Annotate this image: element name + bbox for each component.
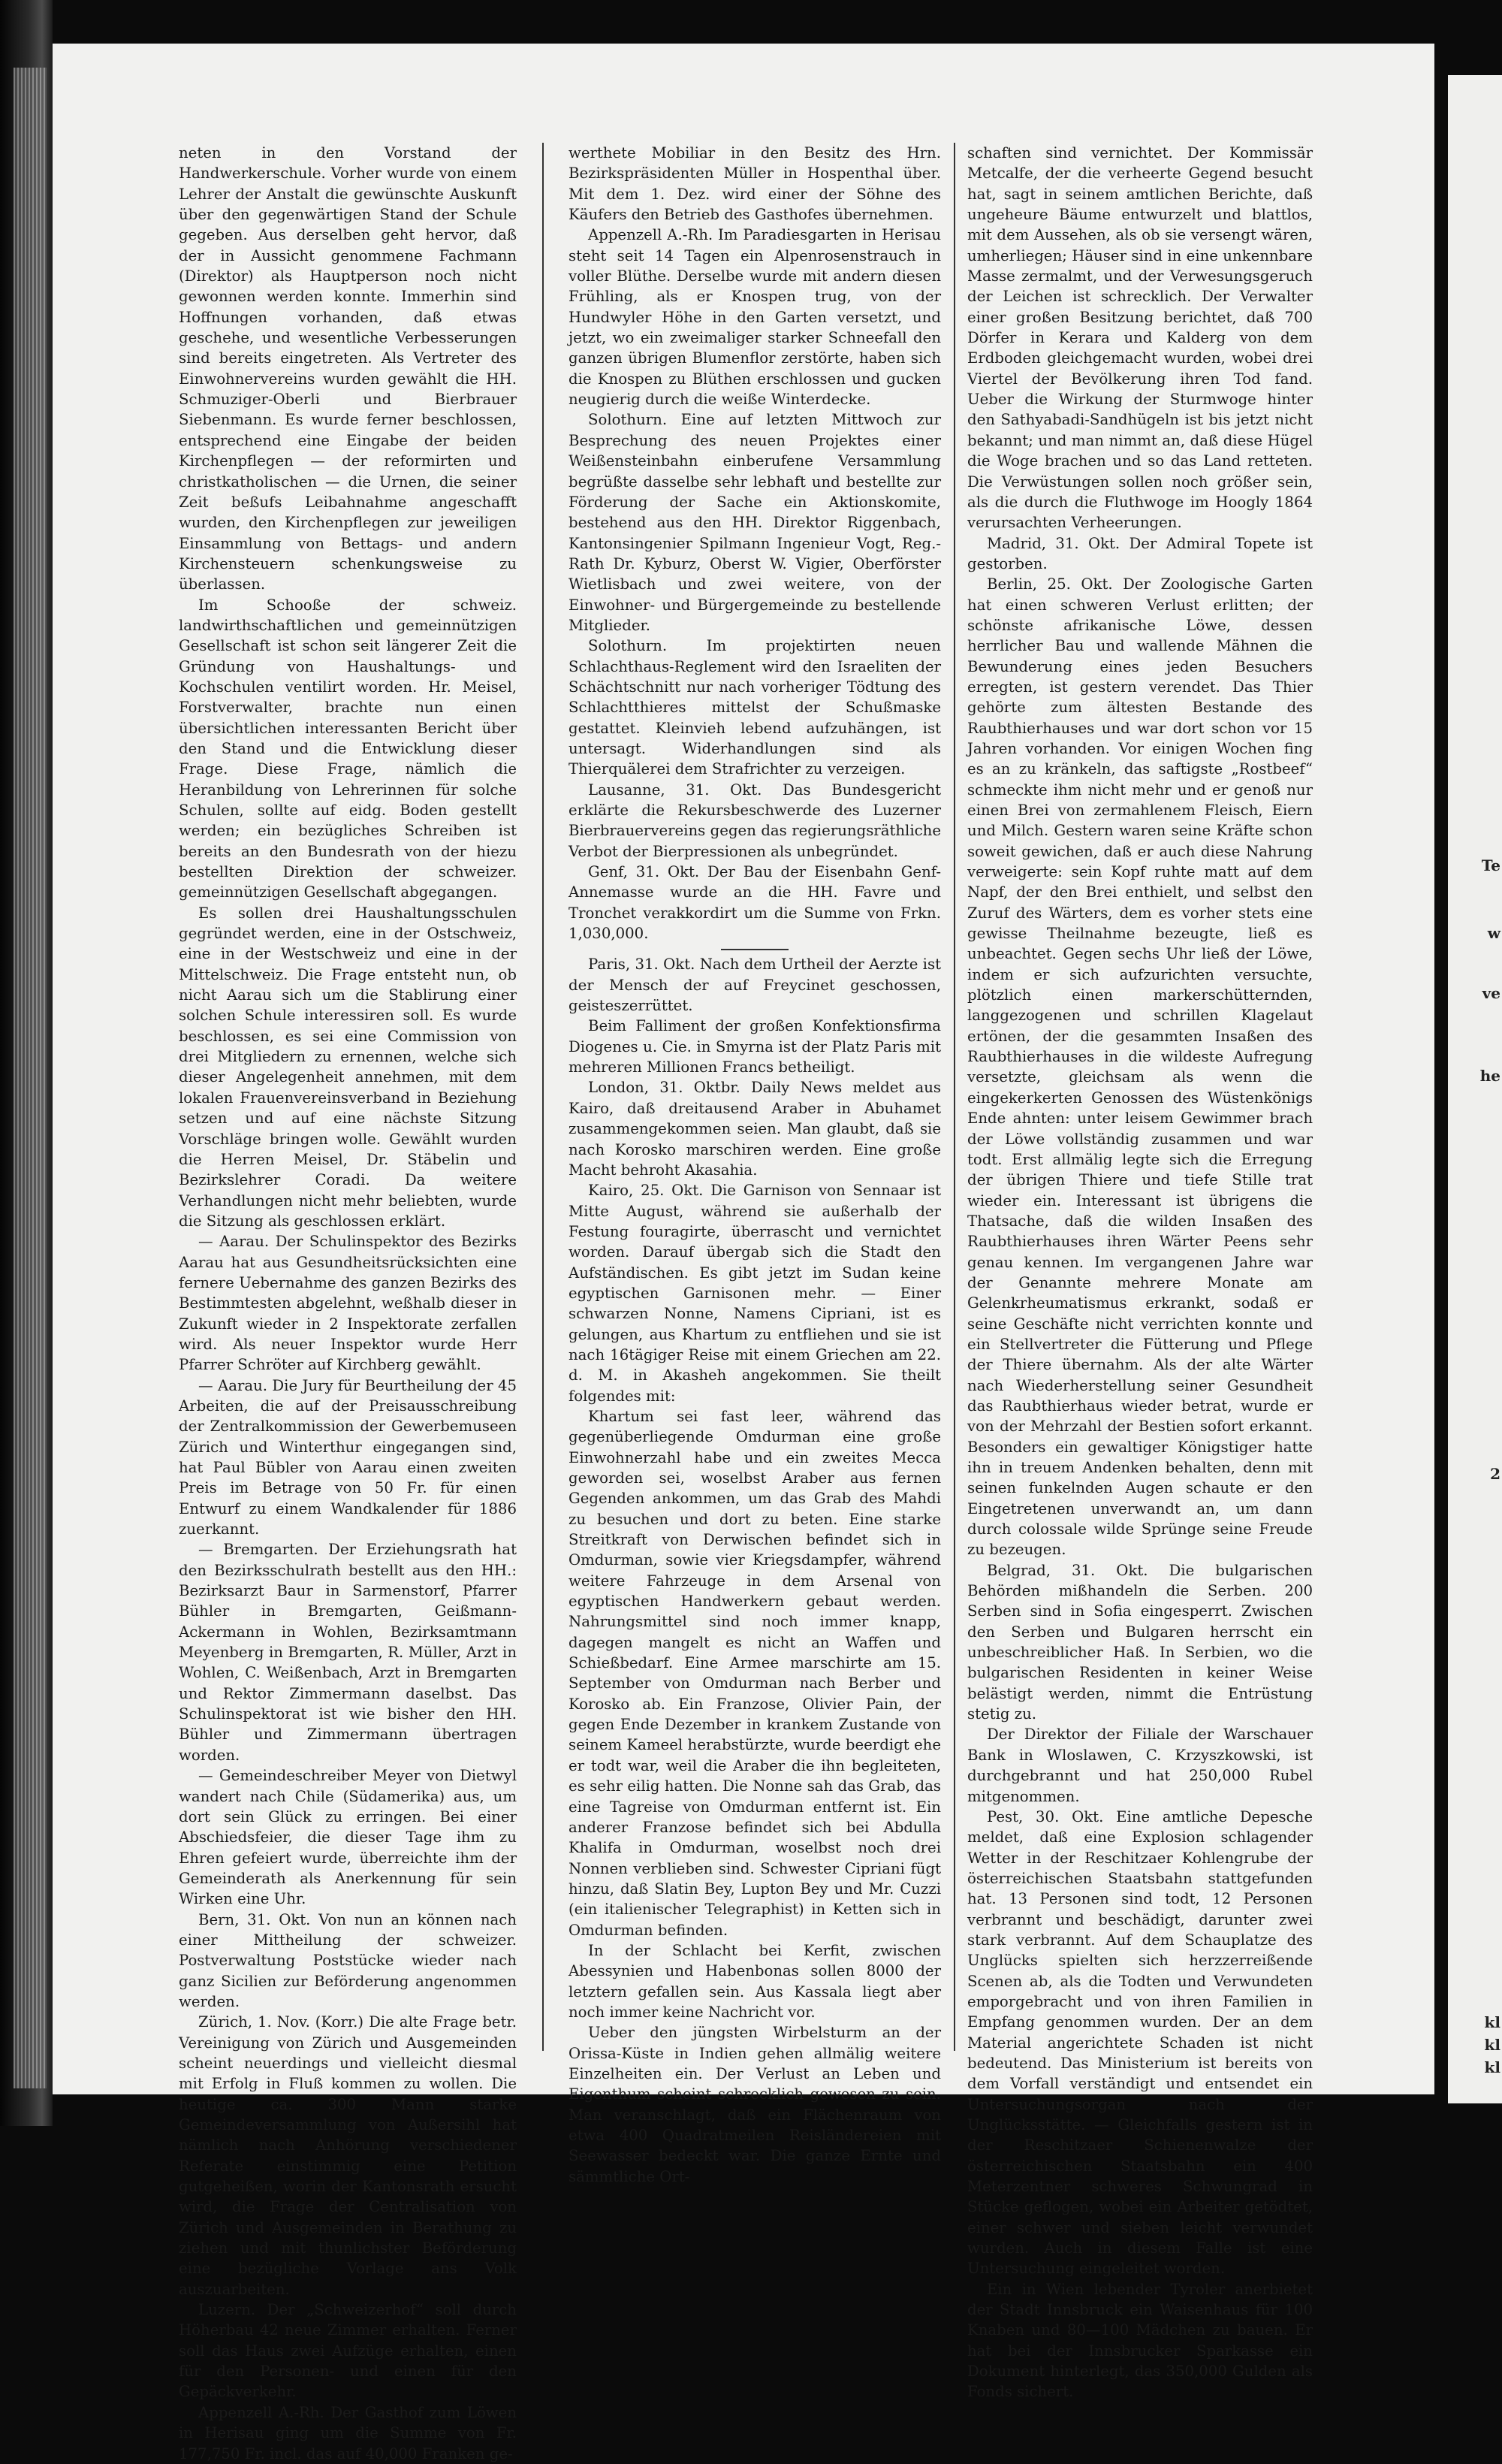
- article-paragraph: Belgrad, 31. Okt. Die bulgarischen Behörden mißhandeln die Serben. 200 Serben sind in Sofia eingesperrt. Zwischen den Serben und Bulgaren herrscht ein unbeschreiblicher Haß. In Serbien, wo die bulgarischen Residenten in keiner Weise belästigt werden, nimmt die Entrüstung stetig zu.: [967, 1561, 1313, 1723]
- article-paragraph: Luzern. Der „Schweizerhof“ soll durch Höherbau 42 neue Zimmer erhalten. Ferner soll das Haus zwei Aufzüge erhalten, einen für den Personen- und einen für den Gepäckverkehr.: [179, 2301, 517, 2401]
- article-paragraph: Ein in Wien lebender Tyroler anerbietet der Stadt Innsbruck ein Waisenhaus für 100 Knaben und 80—100 Mädchen zu bauen. Er hat bei der Innsbrucker Sparkasse ein Dokument hinterlegt, das 350,000 Gulden als Fonds sichert.: [967, 2280, 1313, 2401]
- article-paragraph: neten in den Vorstand der Handwerkerschule. Vorher wurde von einem Lehrer der Anstalt die gewünschte Auskunft über den gegenwärtigen Stand der Schule gegeben. Aus derselben geht hervor, daß der in Aussicht genommene Fachmann (Direktor) als Hauptperson noch nicht gewonnen werden konnte. Immerhin sind Hoffnungen vorhanden, daß etwas geschehe, und wesentliche Verbesserungen sind bereits eingetreten. Als Vertreter des Einwohnervereins wurden gewählt die HH. Schmuziger-Oberli und Bierbrauer Siebenmann. Es wurde ferner beschlossen, entsprechend eine Eingabe der beiden Kirchenpflegen — der reformirten und christkatholischen — die Urnen, die seiner Zeit beßufs Leibahnahme angeschafft wurden, den Kirchenpflegen zur jeweiligen Einsammlung von Bettags- und andern Kirchensteuern schenkungsweise zu überlassen.: [179, 144, 517, 593]
- article-paragraph: In der Schlacht bei Kerfit, zwischen Abessynien und Habenbonas sollen 8000 der letztern gefallen sein. Aus Kassala liegt aber noch immer keine Nachricht vor.: [569, 1941, 941, 2021]
- adjacent-page-fragment: he: [1479, 1067, 1500, 1085]
- article-paragraph: Beim Falliment der großen Konfektionsfirma Diogenes u. Cie. in Smyrna ist der Platz Paris mit mehreren Millionen Francs betheiligt.: [569, 1017, 941, 1076]
- article-paragraph: Appenzell A.-Rh. Der Gasthof zum Löwen in Herisau ging um die Summe von Fr. 177,750 Fr. incl. das auf 40,000 Franken ge-: [179, 2403, 517, 2462]
- adjacent-page-edge: [1448, 75, 1502, 2103]
- article-paragraph: Solothurn. Eine auf letzten Mittwoch zur Besprechung des neuen Projektes einer Weißensteinbahn einberufene Versammlung begrüßte dasselbe sehr lebhaft und bestellte zur Förderung der Sache ein Aktionskomite, bestehend aus den HH. Direktor Riggenbach, Kantonsingenier Spilmann Ingenieur Vogt, Reg.-Rath Dr. Kyburz, Oberst W. Vigier, Oberförster Wietlisbach und zwei weitere, von der Einwohner- und Bürgergemeinde zu bestellende Mitglieder.: [569, 411, 941, 634]
- article-paragraph: London, 31. Oktbr. Daily News meldet aus Kairo, daß dreitausend Araber in Abuhamet zusammengekommen seien. Man glaubt, daß sie nach Korosko marschiren werden. Eine große Macht behroht Akasahia.: [569, 1079, 941, 1179]
- article-paragraph: Madrid, 31. Okt. Der Admiral Topete ist gestorben.: [967, 534, 1313, 572]
- article-paragraph: werthete Mobiliar in den Besitz des Hrn. Bezirkspräsidenten Müller in Hospenthal über. Mit dem 1. Dez. wird einer der Söhne des Käufers den Betrieb des Gasthofes übernehmen.: [569, 144, 941, 224]
- article-paragraph: Genf, 31. Okt. Der Bau der Eisenbahn Genf-Annemasse wurde an die HH. Favre und Tronchet verakkordirt um die Summe von Frkn. 1,030,000.: [569, 863, 941, 943]
- article-paragraph: Der Direktor der Filiale der Warschauer Bank in Wloslawen, C. Krzyszkowski, ist durchgebrannt und hat 250,000 Rubel mitgenommen.: [967, 1726, 1313, 1805]
- article-paragraph: Im Schooße der schweiz. landwirthschaftlichen und gemeinnützigen Gesellschaft ist schon seit längerer Zeit die Gründung von Haushaltungs- und Kochschulen ventilirt worden. Hr. Meisel, Forstverwalter, brachte nun einen übersichtlichen interessanten Bericht über den Stand und die Entwicklung dieser Frage. Diese Frage, nämlich die Heranbildung von Lehrerinnen für solche Schulen, sollte auf eidg. Boden gestellt werden; ein bezügliches Schreiben ist bereits an den Bundesrath von der hiezu bestellten Direktion der schweizer. gemeinnützigen Gesellschaft abgegangen.: [179, 596, 517, 901]
- column-left: [179, 143, 517, 2462]
- page-edges: [14, 68, 47, 2088]
- separator-line: [721, 949, 789, 950]
- article-paragraph: — Aarau. Die Jury für Beurtheilung der 45 Arbeiten, die auf der Preisausschreibung der Zentralkommission der Gewerbemuseen Zürich und Winterthur eingegangen sind, hat Paul Bübler von Aarau einen zweiten Preis im Betrage von 50 Fr. für einen Entwurf zu einem Wandkalender für 1886 zuerkannt.: [179, 1376, 517, 1538]
- article-paragraph: Zürich, 1. Nov. (Korr.) Die alte Frage betr. Vereinigung von Zürich und Ausgemeinden scheint neuerdings und vielleicht diesmal mit Erfolg in Fluß kommen zu wollen. Die heutige ca. 300 Mann starke Gemeindeversammlung von Außersihl hat nämlich nach Anhörung verschiedener Referate einstimmig eine Petition gutgeheißen, worin der Kantonsrath ersucht wird, die Frage der Centralisation von Zürich und Ausgemeinden in Berathung zu ziehen und mit thunlichster Beförderung eine bezügliche Vorlage ans Volk auszuarbeiten.: [179, 2013, 517, 2298]
- article-paragraph: Khartum sei fast leer, während das gegenüberliegende Omdurman eine große Einwohnerzahl habe und ein zweites Mecca geworden sei, woselbst Araber aus fernen Gegenden ankommen, um das Grab des Mahdi zu besuchen und dort zu beten. Eine starke Streitkraft von Derwischen befindet sich in Omdurman, sowie vier Kriegsdampfer, während weitere Fahrzeuge in dem Arsenal von egyptischen Handwerkern gebaut werden. Nahrungsmittel sind noch immer knapp, dagegen mangelt es nicht an Waffen und Schießbedarf. Eine Armee marschirte am 15. September von Omdurman nach Berber und Korosko ab. Ein Franzose, Olivier Pain, der gegen Ende Dezember in krankem Zustande von seinem Kameel herabstürzte, wurde beerdigt ehe er todt war, weil die Araber die ihn begleiteten, es sehr eilig hatten. Die Nonne sah das Grab, das eine Tagreise von Omdurman entfernt ist. Ein anderer Franzose befindet sich bei Abdulla Khalifa in Omdurman, woselbst noch drei Nonnen verblieben sind. Schwester Cipriani fügt hinzu, daß Slatin Bey, Lupton Bey und Mr. Cuzzi (ein italienischer Telegraphist) in Ketten sich in Omdurman befinden.: [569, 1407, 941, 1939]
- adjacent-page-fragment: kl: [1484, 2058, 1500, 2076]
- article-paragraph: — Bremgarten. Der Erziehungsrath hat den Bezirksschulrath bestellt aus den HH.: Bezirksarzt Baur in Sarmenstorf, Pfarrer Bühler in Bremgarten, Geißmann-Ackermann in Wohlen, Bezirksamtmann Meyenberg in Bremgarten, R. Müller, Arzt in Wohlen, C. Weißenbach, Arzt in Bremgarten und Rektor Zimmermann daselbst. Das Schulinspektorat ist wie bisher den HH. Bühler und Zimmermann übertragen worden.: [179, 1541, 517, 1764]
- article-paragraph: Bern, 31. Okt. Von nun an können nach einer Mittheilung der schweizer. Postverwaltung Poststücke wieder nach ganz Sicilien zur Beförderung angenommen werden.: [179, 1910, 517, 2010]
- article-paragraph: — Gemeindeschreiber Meyer von Dietwyl wandert nach Chile (Südamerika) aus, um dort sein Glück zu erringen. Bei einer Abschiedsfeier, die dieser Tage ihm zu Ehren gefeiert wurde, überreichte ihm der Gemeinderath als Anerkennung für sein Wirken eine Uhr.: [179, 1767, 517, 1908]
- book-gutter: [0, 0, 53, 2126]
- adjacent-page-fragment: Te: [1481, 856, 1500, 874]
- article-paragraph: Berlin, 25. Okt. Der Zoologische Garten hat einen schweren Verlust erlitten; der schönste afrikanische Löwe, dessen herrlicher Bau und wallende Mähnen die Bewunderung eines jeden Besuchers erregten, ist gestern verendet. Das Thier gehörte zum ältesten Bestande des Raubthierhauses und war dort schon vor 15 Jahren vorhanden. Vor einigen Wochen fing es an zu kränkeln, das saftigste „Rostbeef“ schmeckte ihm nicht mehr und er genoß nur einen Brei von zermahlenem Fleisch, Eiern und Milch. Gestern waren seine Kräfte schon soweit gewichen, daß er auch diese Nahrung verweigerte: sein Kopf ruhte matt auf dem Napf, der den Brei enthielt, und selbst den Zuruf des Wärters, dem es vorher stets eine gewisse Theilnahme bezeugte, ließ es unbeachtet. Gegen sechs Uhr ließ der Löwe, indem er sich aufzurichten versuchte, plötzlich einen markerschütternden, langgezogenen und schrillen Klagelaut ertönen, der die gesammten Insaßen des Raubthierhauses in die wildeste Aufregung versetzte, gleichsam als wenn die eingekerkerten Genossen des Wüstenkönigs Ende ahnten: unter leisem Gewimmer brach der Löwe vollständig zusammen und war todt. Erst allmälig legte sich die Erregung der übrigen Thiere und tiefe Stille trat wieder ein. Interessant ist übrigens die Thatsache, daß die wilden Insaßen des Raubthierhauses ihren Wärter Peens sehr genau kennen. Im vergangenen Jahre war der Genannte mehrere Monate am Gelenkrheumatismus erkrankt, sodaß er seine Geschäfte nicht verrichten konnte und ein Stellvertreter die Fütterung und Pflege der Thiere übernahm. Als der alte Wärter nach Wiederherstellung seiner Gesundheit das Raubthierhaus wieder betrat, wurde er von der Mehrzahl der Bestien sofort erkannt. Besonders ein gewaltiger Königstiger hatte ihn in treuem Andenken behalten, denn mit seinen funkelnden Augen schaute er den Eingetretenen unverwandt an, um dann durch colossale wilde Sprünge seine Freude zu bezeugen.: [967, 575, 1313, 1559]
- section-separator: [569, 944, 941, 954]
- column-rule: [542, 143, 544, 2051]
- article-paragraph: schaften sind vernichtet. Der Kommissär Metcalfe, der die verheerte Gegend besucht hat, sagt in seinem amtlichen Berichte, daß ungeheure Bäume entwurzelt und blattlos, mit dem Aussehen, als ob sie versengt wären, umherliegen; Häuser sind in eine unkennbare Masse zermalmt, und der Verwesungsgeruch der Leichen ist schrecklich. Der Verwalter einer großen Besitzung berichtet, daß 700 Dörfer in Kerara und Kalderg von dem Erdboden gleichgemacht wurden, wobei drei Viertel der Bevölkerung ihren Tod fand. Ueber die Wirkung der Sturmwoge hinter den Sathyabadi-Sandhügeln ist bis jetzt nicht bekannt; und man nimmt an, daß diese Hügel die Woge brachen und so das Land retteten. Die Verwüstungen sollen noch größer sein, als die durch die Fluthwoge im Hoogly 1864 verursachten Verheerungen.: [967, 144, 1313, 532]
- article-paragraph: Kairo, 25. Okt. Die Garnison von Sennaar ist Mitte August, während sie außerhalb der Festung fouragirte, überrascht und vernichtet worden. Darauf übergab sich die Stadt den Aufständischen. Es gibt jetzt im Sudan keine egyptischen Garnisonen mehr. — Einer schwarzen Nonne, Namens Cipriani, ist es gelungen, aus Khartum zu entfliehen und sie ist nach 16tägiger Reise mit einem Griechen am 22. d. M. in Akasheh angekommen. Sie theilt folgendes mit:: [569, 1182, 941, 1405]
- adjacent-page-fragment: kl: [1484, 2013, 1500, 2031]
- column-rule: [954, 143, 955, 2051]
- article-paragraph: Appenzell A.-Rh. Im Paradiesgarten in Herisau steht seit 14 Tagen ein Alpenrosenstrauch in voller Blüthe. Derselbe wurde mit andern diesen Frühling, als er Knospen trug, von der Hundwyler Höhe in den Garten versetzt, und jetzt, wo ein zweimaliger starker Schneefall den ganzen übrigen Blumenflor zerstörte, haben sich die Knospen zu Blüthen erschlossen und gucken neugierig durch die weiße Winterdecke.: [569, 226, 941, 409]
- column-middle: [569, 143, 941, 2185]
- adjacent-page-fragment: 2: [1490, 1465, 1500, 1483]
- article-paragraph: Lausanne, 31. Okt. Das Bundesgericht erklärte die Rekursbeschwerde des Luzerner Bierbrauervereins gegen das regierungsräthliche Verbot der Bierpressionen als unbegründet.: [569, 781, 941, 860]
- article-paragraph: Paris, 31. Okt. Nach dem Urtheil der Aerzte ist der Mensch der auf Freycinet geschossen, geisteszerrüttet.: [569, 956, 941, 1015]
- column-right: [967, 143, 1313, 2401]
- adjacent-page-fragment: kl: [1484, 2036, 1500, 2054]
- article-paragraph: Solothurn. Im projektirten neuen Schlachthaus-Reglement wird den Israeliten der Schächtschnitt nur nach vorheriger Tödtung des Schlachtthieres mittelst der Schußmaske gestattet. Kleinvieh lebend aufzuhängen, ist untersagt. Widerhandlungen sind als Thierquälerei dem Strafrichter zu verzeigen.: [569, 637, 941, 778]
- adjacent-page-fragment: w: [1487, 924, 1500, 942]
- article-paragraph: Es sollen drei Haushaltungsschulen gegründet werden, eine in der Ostschweiz, eine in der Westschweiz und eine in der Mittelschweiz. Die Frage entsteht nun, ob nicht Aarau sich um die Stablirung einer solchen Schule interessiren soll. Es wurde beschlossen, es sei eine Commission von drei Mitgliedern zu ernennen, welche sich dieser Angelegenheit annehmen, mit dem lokalen Frauenvereinsverband in Beziehung setzen und auf eine nächste Sitzung Vorschläge bringen wolle. Gewählt wurden die Herren Meisel, Dr. Stäbelin und Bezirkslehrer Coradi. Da weitere Verhandlungen nicht mehr beliebten, wurde die Sitzung als geschlossen erklärt.: [179, 904, 517, 1230]
- adjacent-page-fragment: ve: [1482, 984, 1500, 1002]
- article-paragraph: — Aarau. Der Schulinspektor des Bezirks Aarau hat aus Gesundheitsrücksichten eine fernere Uebernahme des ganzen Bezirks des Bestimmtesten abgelehnt, weßhalb dieser in Zukunft wieder in 2 Inspektorate zerfallen wird. Als neuer Inspektor wurde Herr Pfarrer Schröter auf Kirchberg gewählt.: [179, 1233, 517, 1374]
- article-paragraph: Ueber den jüngsten Wirbelsturm an der Orissa-Küste in Indien gehen allmälig weitere Einzelheiten ein. Der Verlust an Leben und Eigenthum scheint schrecklich gewesen zu sein. Man veranschlagt, daß ein Flächenraum von etwa 400 Quadratmeilen Reisländereien mit Seewasser bedeckt war. Die ganze Ernte und sämmtliche Ort-: [569, 2024, 941, 2185]
- article-paragraph: Pest, 30. Okt. Eine amtliche Depesche meldet, daß eine Explosion schlagender Wetter in der Reschitzaer Kohlengrube der österreichischen Staatsbahn stattgefunden hat. 13 Personen sind todt, 12 Personen verbrannt und beschädigt, darunter zwei stark verbrannt. Auf dem Schauplatze des Unglücks spielten sich herzzerreißende Scenen ab, als die Todten und Verwundeten emporgebracht und von ihren Familien in Empfang genommen wurden. Der an dem Material angerichtete Schaden ist nicht bedeutend. Das Ministerium ist bereits von dem Vorfall verständigt und entsendet ein Untersuchungsorgan nach der Unglücksstätte. — Gleichfalls gestern ist in der Reschitzaer Schienenwalze der österreichischen Staatsbahn ein 400 Meterzentner schweres Schwungrad in Stücke geflogen, wobei ein Arbeiter getödtet, einer schwer und sieben leicht verwundet wurden. Auch in diesem Falle ist eine Untersuchung eingeleitet worden.: [967, 1807, 1313, 2278]
